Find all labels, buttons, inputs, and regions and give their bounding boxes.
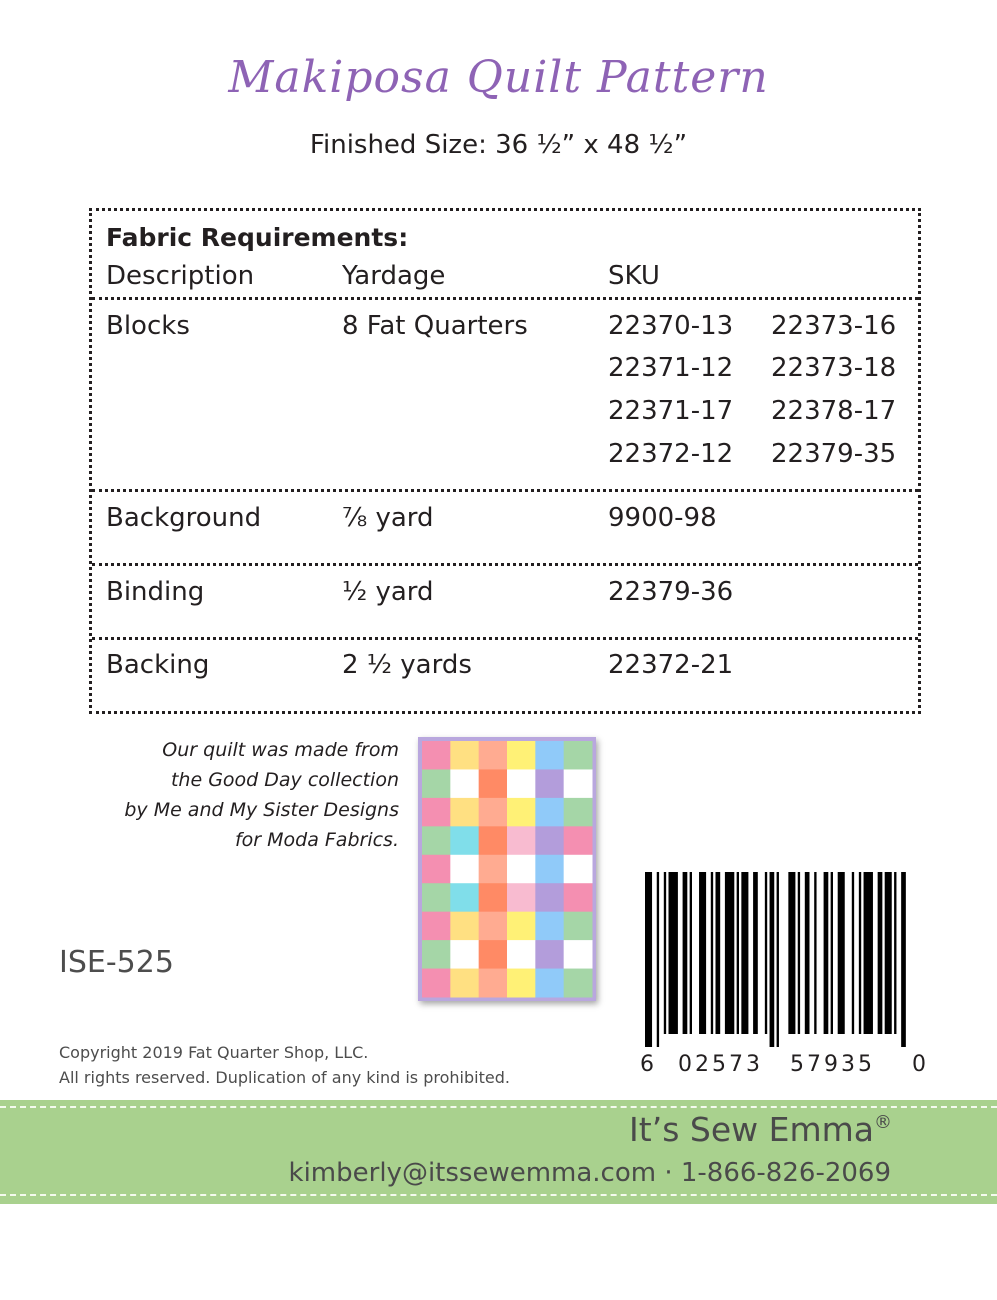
barcode-bar: [878, 872, 883, 1034]
quilt-block-print: [450, 826, 479, 855]
quilt-block-print: [422, 940, 451, 969]
quilt-block-print: [507, 826, 536, 855]
barcode-bar: [885, 872, 892, 1034]
sku-item: 22373-18: [771, 353, 897, 383]
brand-name: [629, 1110, 892, 1149]
barcode-bar: [831, 872, 833, 1034]
quilt-block-print: [564, 969, 593, 998]
quilt-block-print: [422, 826, 451, 855]
quilt-block-print: [535, 741, 564, 770]
barcode-bar: [711, 872, 713, 1034]
note-line: Our quilt was made from: [162, 739, 399, 761]
quilt-illustration: [418, 737, 596, 1001]
quilt-block-print: [535, 798, 564, 827]
contact-info: kimberly@itssewemma.com · 1-866-826-2069: [288, 1158, 891, 1188]
quilt-block-print: [507, 969, 536, 998]
quilt-block-print: [450, 741, 479, 770]
registered-mark: ®: [874, 1112, 892, 1133]
quilt-block-print: [507, 741, 536, 770]
quilt-block-print: [535, 769, 564, 798]
row-blocks-description: Blocks: [106, 311, 190, 341]
column-header-description: Description: [106, 261, 255, 291]
band-stitch-line: [0, 1194, 997, 1196]
copyright: [59, 1040, 510, 1090]
sku-item: 22379-36: [608, 577, 734, 607]
quilt-block-background: [564, 940, 593, 969]
barcode-digit-last: 0: [912, 1052, 929, 1077]
quilt-block-background: [564, 769, 593, 798]
quilt-block-print: [479, 741, 508, 770]
row-background-yardage: ⅞ yard: [342, 503, 434, 533]
quilt-block-print: [479, 940, 508, 969]
sku-item: 9900-98: [608, 503, 717, 533]
quilt-block-print: [564, 912, 593, 941]
barcode: [637, 872, 927, 1082]
quilt-preview-image: [418, 737, 596, 1001]
product-code: ISE-525: [59, 945, 174, 980]
barcode-bar: [765, 872, 767, 1034]
quilt-block-print: [479, 769, 508, 798]
barcode-bar: [798, 872, 800, 1034]
quilt-block-print: [422, 798, 451, 827]
barcode-bar: [664, 872, 666, 1034]
sku-item: 22373-16: [771, 311, 897, 341]
barcode-bar: [683, 872, 688, 1034]
quilt-block-print: [507, 798, 536, 827]
barcode-bar: [725, 872, 734, 1034]
barcode-bars: [637, 872, 927, 1047]
quilt-block-print: [535, 855, 564, 884]
quilt-block-print: [422, 855, 451, 884]
barcode-bar: [645, 872, 652, 1047]
barcode-bar: [716, 872, 721, 1034]
row-backing-yardage: 2 ½ yards: [342, 650, 472, 680]
note-line: the Good Day collection: [170, 769, 399, 791]
row-divider: [92, 489, 918, 492]
quilt-block-background: [507, 940, 536, 969]
barcode-bar: [699, 872, 706, 1034]
quilt-block-print: [507, 883, 536, 912]
quilt-block-background: [450, 769, 479, 798]
note-line: by Me and My Sister Designs: [124, 799, 399, 821]
quilt-block-print: [479, 826, 508, 855]
quilt-block-print: [422, 969, 451, 998]
quilt-block-print: [422, 912, 451, 941]
fabric-requirements-table: [89, 208, 921, 714]
quilt-block-print: [479, 855, 508, 884]
barcode-bar: [814, 872, 816, 1034]
quilt-block-print: [450, 912, 479, 941]
sku-item: 22371-12: [608, 353, 734, 383]
barcode-bar: [770, 872, 775, 1047]
row-divider: [92, 637, 918, 640]
barcode-bar: [657, 872, 659, 1047]
barcode-bar: [788, 872, 795, 1034]
quilt-block-print: [450, 883, 479, 912]
row-divider: [92, 563, 918, 566]
barcode-bar: [690, 872, 692, 1034]
barcode-bar: [777, 872, 779, 1047]
brand-text: It’s Sew Emma: [629, 1110, 874, 1149]
barcode-bar: [824, 872, 829, 1034]
barcode-bar: [741, 872, 748, 1034]
barcode-bar: [838, 872, 845, 1034]
quilt-block-background: [564, 855, 593, 884]
row-binding-description: Binding: [106, 577, 205, 607]
quilt-block-print: [535, 912, 564, 941]
quilt-block-background: [450, 855, 479, 884]
barcode-bar: [901, 872, 906, 1047]
barcode-bar: [737, 872, 739, 1034]
column-header-yardage: Yardage: [342, 261, 446, 291]
quilt-block-print: [422, 741, 451, 770]
sku-item: 22372-12: [608, 439, 734, 469]
row-blocks-yardage: 8 Fat Quarters: [342, 311, 528, 341]
quilt-block-print: [479, 969, 508, 998]
quilt-block-print: [535, 940, 564, 969]
quilt-block-print: [422, 769, 451, 798]
quilt-block-print: [564, 883, 593, 912]
sku-item: 22371-17: [608, 396, 734, 426]
sku-item: 22370-13: [608, 311, 734, 341]
quilt-block-background: [450, 940, 479, 969]
row-divider: [92, 297, 918, 300]
copyright-line: Copyright 2019 Fat Quarter Shop, LLC.: [59, 1043, 369, 1062]
quilt-block-background: [507, 769, 536, 798]
barcode-bar: [864, 872, 873, 1034]
quilt-block-print: [564, 826, 593, 855]
sku-item: 22379-35: [771, 439, 897, 469]
barcode-bar: [753, 872, 758, 1034]
quilt-block-print: [479, 883, 508, 912]
quilt-block-print: [479, 912, 508, 941]
row-backing-description: Backing: [106, 650, 210, 680]
quilt-block-print: [535, 969, 564, 998]
quilt-block-print: [479, 798, 508, 827]
finished-size: Finished Size: 36 ½” x 48 ½”: [309, 130, 688, 160]
barcode-bar: [852, 872, 854, 1034]
barcode-digit-first: 6: [640, 1052, 657, 1077]
pattern-title: Makiposa Quilt Pattern: [228, 52, 769, 103]
band-stitch-line: [0, 1106, 997, 1108]
sku-item: 22372-21: [608, 650, 734, 680]
barcode-bar: [859, 872, 861, 1034]
column-header-sku: SKU: [608, 261, 660, 291]
quilt-block-print: [507, 912, 536, 941]
quilt-block-print: [535, 883, 564, 912]
note-line: for Moda Fabrics.: [234, 829, 399, 851]
quilt-block-background: [507, 855, 536, 884]
fabric-requirements-heading: Fabric Requirements:: [106, 223, 409, 252]
quilt-block-print: [450, 969, 479, 998]
barcode-bar: [669, 872, 678, 1034]
quilt-block-print: [535, 826, 564, 855]
barcode-bar: [805, 872, 810, 1034]
copyright-line: All rights reserved. Duplication of any kind is prohibited.: [59, 1068, 510, 1087]
barcode-bar: [894, 872, 896, 1034]
row-background-description: Background: [106, 503, 262, 533]
quilt-block-print: [564, 798, 593, 827]
row-binding-yardage: ½ yard: [342, 577, 434, 607]
collection-note: [124, 735, 399, 855]
quilt-block-print: [450, 798, 479, 827]
quilt-block-print: [422, 883, 451, 912]
barcode-digits-right: 57935: [790, 1052, 875, 1077]
barcode-digits-left: 02573: [678, 1052, 763, 1077]
sku-item: 22378-17: [771, 396, 897, 426]
quilt-block-print: [564, 741, 593, 770]
